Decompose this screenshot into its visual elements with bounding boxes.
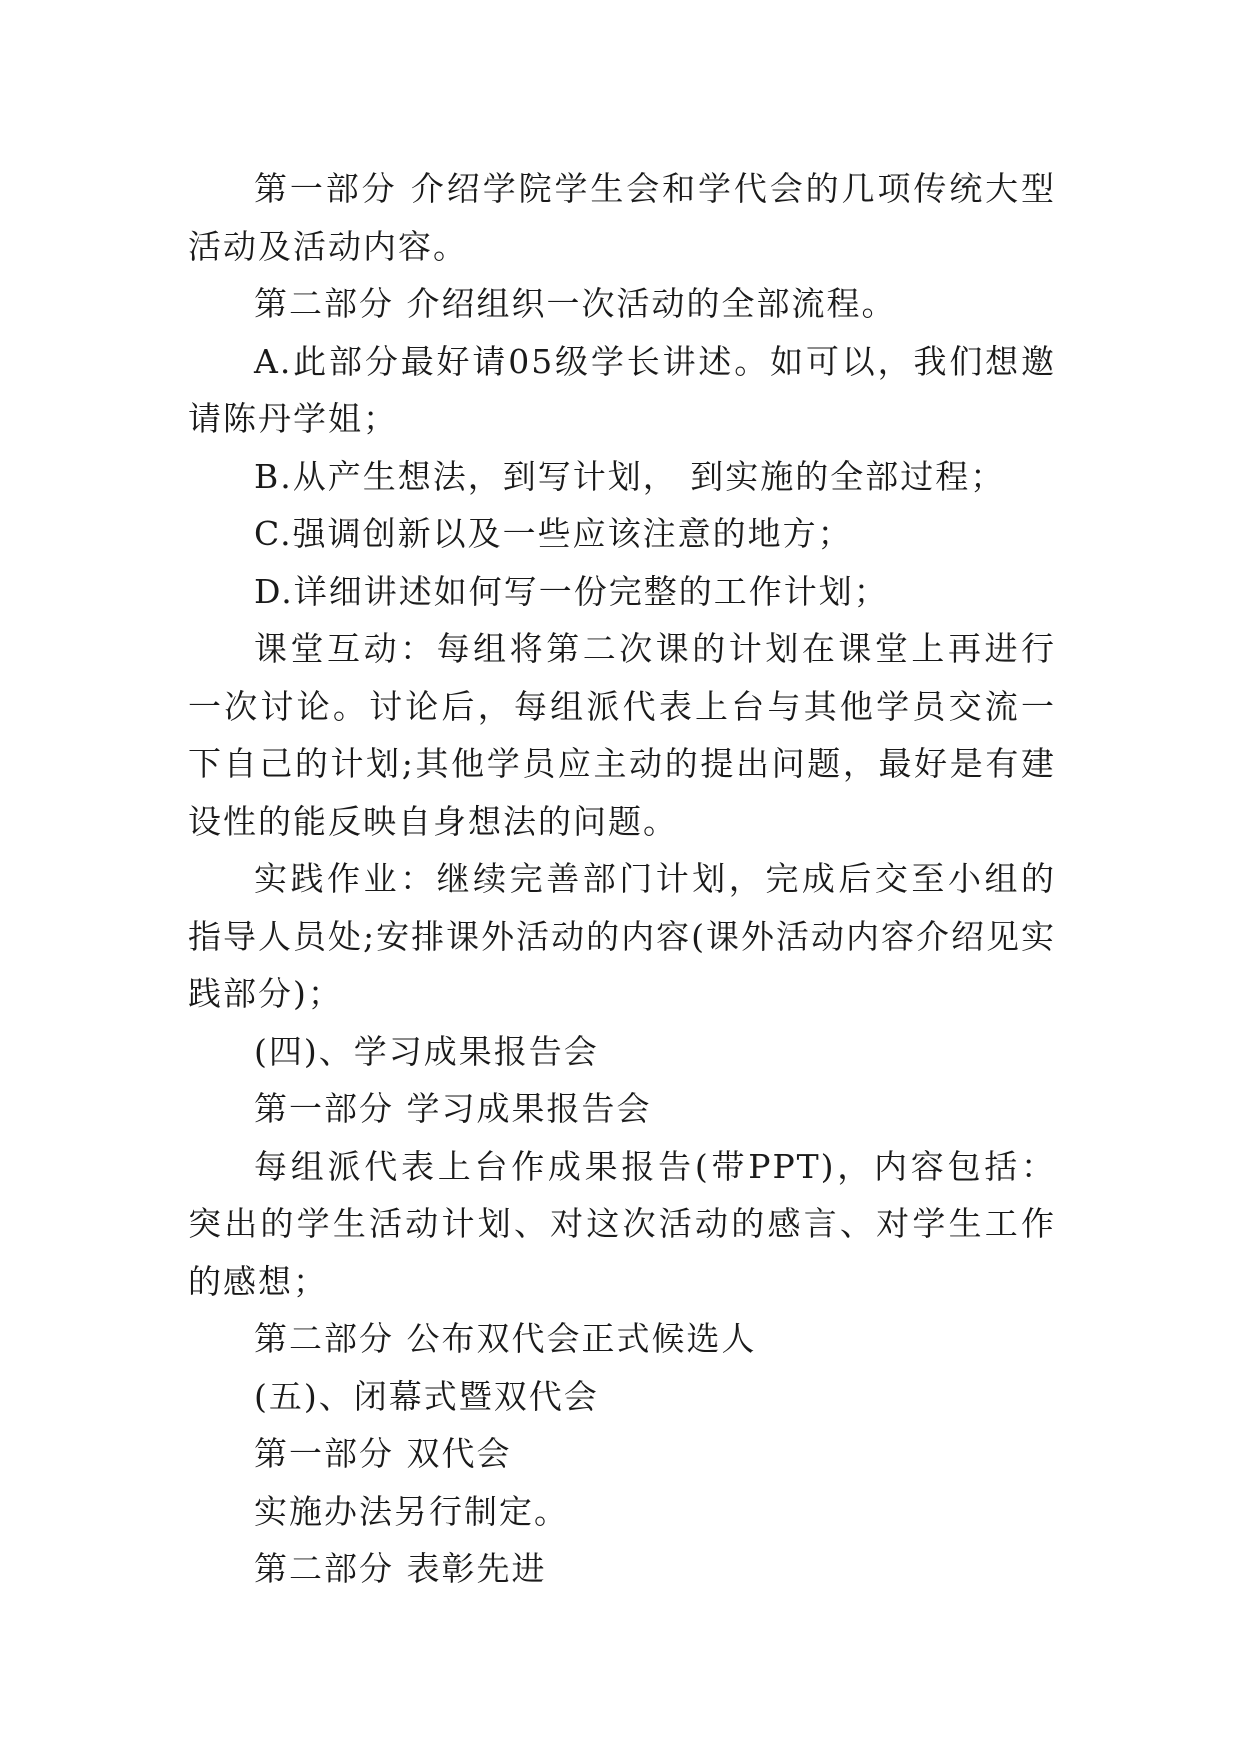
- paragraph-section4-part1: 第一部分 学习成果报告会: [254, 1089, 652, 1128]
- paragraph-group-report: 每组派代表上台作成果报告(带PPT)，内容包括：突出的学生活动计划、对这次活动的感言、对学生工作的感想；: [188, 1146, 1056, 1301]
- section-heading-4: (四)、学习成果报告会: [254, 1031, 599, 1071]
- paragraph-section5-part2: 第二部分 表彰先进: [254, 1549, 547, 1588]
- paragraph-implementation-note: 实施办法另行制定。: [254, 1491, 569, 1531]
- paragraph-item-b: B.从产生想法，到写计划， 到实施的全部过程；: [254, 456, 1006, 496]
- paragraph-section4-part2: 第二部分 公布双代会正式候选人: [254, 1319, 757, 1358]
- paragraph-item-c: C.强调创新以及一些应该注意的地方；: [254, 514, 853, 553]
- paragraph-part1-traditional-activities: 第一部分 介绍学院学生会和学代会的几项传统大型活动及活动内容。: [188, 169, 1056, 266]
- paragraph-item-d: D.详细讲述如何写一份完整的工作计划；: [254, 571, 889, 611]
- paragraph-section5-part1: 第一部分 双代会: [254, 1434, 512, 1473]
- paragraph-practice-assignment: 实践作业：继续完善部门计划，完成后交至小组的指导人员处;安排课外活动的内容(课外活动内容介绍见实践部分)；: [188, 859, 1056, 1013]
- section-heading-5: (五)、闭幕式暨双代会: [254, 1376, 599, 1416]
- paragraph-part2-activity-process: 第二部分 介绍组织一次活动的全部流程。: [254, 284, 897, 323]
- paragraph-item-a: A.此部分最好请05级学长讲述。如可以，我们想邀请陈丹学姐；: [188, 341, 1056, 438]
- document-body: [188, 160, 1056, 1598]
- paragraph-classroom-interaction: 课堂互动：每组将第二次课的计划在课堂上再进行一次讨论。讨论后，每组派代表上台与其他学员交流一下自己的计划;其他学员应主动的提出问题，最好是有建设性的能反映自身想法的问题。: [188, 629, 1056, 841]
